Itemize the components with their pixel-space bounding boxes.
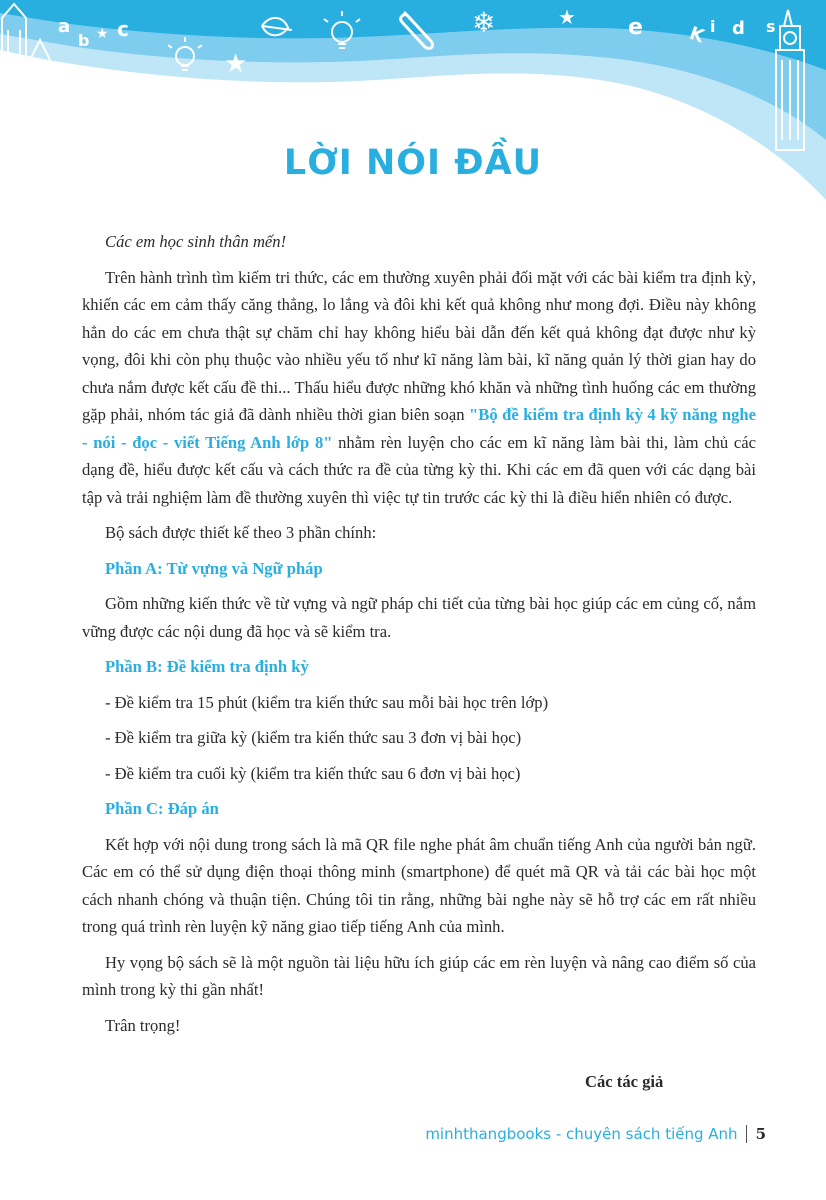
star-icon: ★ <box>224 49 248 79</box>
snowflake-icon: ❄ <box>472 6 496 39</box>
header-letter: c <box>117 17 129 41</box>
header-letter: s <box>766 17 776 36</box>
header-letter: K <box>686 22 707 48</box>
page-number: 5 <box>755 1125 766 1143</box>
list-item: - Đề kiểm tra 15 phút (kiểm tra kiến thức sau mỗi bài học trên lớp) <box>105 692 549 712</box>
closing-paragraph: Hy vọng bộ sách sẽ là một nguồn tài liệu hữu ích giúp các em rèn luyện và nâng cao điểm số của mình trong kỳ thi gần nhất! <box>82 952 756 999</box>
header-letter: i <box>710 17 716 36</box>
intro-paragraph <box>82 264 756 512</box>
publisher-name: minhthangbooks - chuyên sách tiếng Anh <box>425 1125 738 1143</box>
header-letter: a <box>58 16 71 37</box>
header-letter: d <box>732 18 745 39</box>
greeting: Các em học sinh thân mến! <box>105 232 287 251</box>
page-title: LỜI NÓI ĐẦU <box>283 143 543 183</box>
part-c-heading: Phần C: Đáp án <box>105 799 219 818</box>
intro-text-2: nhằm rèn luyện cho các em kĩ năng làm bài thi, làm chủ các dạng đề, hiểu được kết cấu và cách thức ra đề của từng kỳ thi. Khi các em đã quen với các dạng bài tập và trải nghiệm làm đề thường xuyên thì việc tự tin trước các kỳ thi là điều hiển nhiên có được. <box>82 432 756 507</box>
part-c-text: Kết hợp với nội dung trong sách là mã QR file nghe phát âm chuẩn tiếng Anh của người bản ngữ. Các em có thể sử dụng điện thoại thông minh (smartphone) để quét mã QR và tải các bài học một cách nhanh chóng và thuận tiện. Chúng tôi tin rằng, những bài nghe này sẽ hỗ trợ các em rất nhiều trong quá trình rèn luyện kỹ năng giao tiếp tiếng Anh của mình. <box>82 834 756 936</box>
preface-body <box>82 228 756 1039</box>
part-a-heading: Phần A: Từ vựng và Ngữ pháp <box>105 558 323 578</box>
header-letter: e <box>628 15 643 40</box>
intro-text-1: Trên hành trình tìm kiếm tri thức, các em thường xuyên phải đối mặt với các bài kiểm tra định kỳ, khiến các em cảm thấy căng thẳng, lo lắng và đôi khi kết quả không như mong đợi. Điều này không hẳn do các em chưa thật sự chăm chỉ hay không hiểu bài dẫn đến kết quả không đạt được như kỳ vọng, đôi khi còn phụ thuộc vào nhiều yếu tố như kĩ năng làm bài, kĩ năng quản lý thời gian hay do chưa nắm được kết cấu đề thi... Thấu hiểu được những khó khăn và những tình huống các em thường gặp phải, nhóm tác giả đã dành nhiều thời gian biên soạn <box>82 267 756 424</box>
book-title: "Bộ đề kiểm tra định kỳ 4 kỹ năng nghe - nói - đọc - viết Tiếng Anh lớp 8" <box>82 405 756 452</box>
part-a-text: Gồm những kiến thức về từ vựng và ngữ pháp chi tiết của từng bài học giúp các em củng cố, nắm vững được các nội dung đã học và sẽ kiểm tra. <box>82 594 756 641</box>
regards: Trân trọng! <box>105 1015 181 1035</box>
footer-divider <box>746 1125 747 1143</box>
star-icon: ★ <box>96 26 109 42</box>
header-letter: b <box>78 31 90 50</box>
structure-intro: Bộ sách được thiết kế theo 3 phần chính: <box>105 523 377 542</box>
list-item: - Đề kiểm tra giữa kỳ (kiểm tra kiến thức sau 3 đơn vị bài học) <box>105 728 522 747</box>
page-footer <box>425 1125 766 1143</box>
star-icon: ★ <box>558 5 576 29</box>
part-b-heading: Phần B: Đề kiểm tra định kỳ <box>105 657 309 676</box>
list-item: - Đề kiểm tra cuối kỳ (kiểm tra kiến thức sau 6 đơn vị bài học) <box>105 763 521 783</box>
signature: Các tác giả <box>585 1072 664 1091</box>
